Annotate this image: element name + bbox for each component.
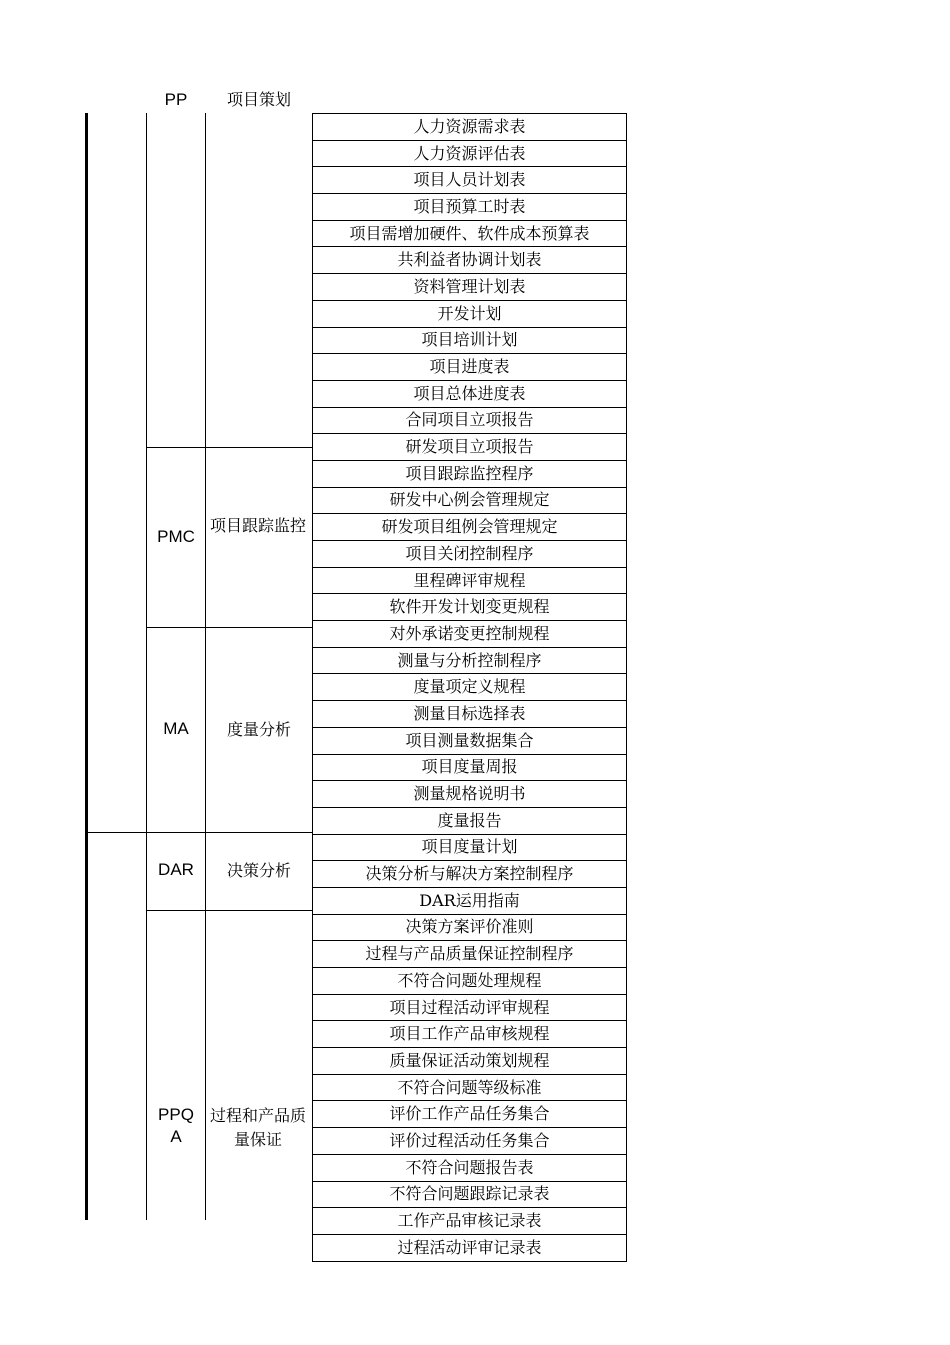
table-row bbox=[313, 887, 627, 914]
document-name-cell: 过程活动评审记录表 bbox=[313, 1234, 627, 1261]
document-name-cell: 项目预算工时表 bbox=[313, 194, 627, 221]
document-name-cell: DAR运用指南 bbox=[313, 887, 627, 914]
document-name-cell: 评价过程活动任务集合 bbox=[313, 1128, 627, 1155]
group-separator bbox=[146, 447, 312, 448]
table-row bbox=[313, 941, 627, 968]
document-name-cell: 项目进度表 bbox=[313, 354, 627, 381]
code-column-border bbox=[146, 113, 147, 1220]
table-row bbox=[313, 300, 627, 327]
table-row bbox=[313, 1154, 627, 1181]
document-name-cell: 项目度量计划 bbox=[313, 834, 627, 861]
document-name-cell: 不符合问题跟踪记录表 bbox=[313, 1181, 627, 1208]
table-row bbox=[313, 460, 627, 487]
document-table bbox=[312, 113, 627, 1262]
header-name: 项目策划 bbox=[226, 90, 291, 109]
document-name-cell: 开发计划 bbox=[313, 300, 627, 327]
document-name-cell: 研发中心例会管理规定 bbox=[313, 487, 627, 514]
document-name-cell: 研发项目组例会管理规定 bbox=[313, 514, 627, 541]
document-name-cell: 质量保证活动策划规程 bbox=[313, 1048, 627, 1075]
table-row bbox=[313, 674, 627, 701]
table-row bbox=[313, 807, 627, 834]
left-thick-border bbox=[85, 113, 88, 1220]
header-code: PP bbox=[164, 90, 188, 109]
table-row bbox=[313, 247, 627, 274]
document-name-cell: 工作产品审核记录表 bbox=[313, 1208, 627, 1235]
document-name-cell: 项目跟踪监控程序 bbox=[313, 460, 627, 487]
document-name-cell: 项目总体进度表 bbox=[313, 380, 627, 407]
group-separator bbox=[146, 627, 312, 628]
table-row bbox=[313, 1128, 627, 1155]
document-name-cell: 项目度量周报 bbox=[313, 754, 627, 781]
table-row bbox=[313, 194, 627, 221]
group-code-ma: MA bbox=[163, 719, 189, 738]
group-code-pmc: PMC bbox=[157, 527, 195, 546]
table-row bbox=[313, 594, 627, 621]
table-row bbox=[313, 274, 627, 301]
document-name-cell: 不符合问题报告表 bbox=[313, 1154, 627, 1181]
document-name-cell: 测量与分析控制程序 bbox=[313, 647, 627, 674]
table-row bbox=[313, 701, 627, 728]
document-name-cell: 软件开发计划变更规程 bbox=[313, 594, 627, 621]
table-row bbox=[313, 861, 627, 888]
group-code-ppqa: PPQA bbox=[158, 1105, 194, 1146]
table-row bbox=[313, 1234, 627, 1261]
table-row bbox=[313, 380, 627, 407]
table-row bbox=[313, 754, 627, 781]
table-row bbox=[313, 1074, 627, 1101]
table-row bbox=[313, 487, 627, 514]
document-name-cell: 项目人员计划表 bbox=[313, 167, 627, 194]
document-name-cell: 资料管理计划表 bbox=[313, 274, 627, 301]
table-row bbox=[313, 1101, 627, 1128]
document-name-cell: 评价工作产品任务集合 bbox=[313, 1101, 627, 1128]
document-name-cell: 度量项定义规程 bbox=[313, 674, 627, 701]
group-name-ma: 度量分析 bbox=[226, 720, 291, 739]
document-name-cell: 人力资源需求表 bbox=[313, 114, 627, 141]
table-row bbox=[313, 1021, 627, 1048]
table-row bbox=[313, 968, 627, 995]
table-row bbox=[313, 167, 627, 194]
table-row bbox=[313, 514, 627, 541]
document-name-cell: 测量规格说明书 bbox=[313, 781, 627, 808]
document-name-cell: 里程碑评审规程 bbox=[313, 567, 627, 594]
table-row bbox=[313, 1181, 627, 1208]
table-row bbox=[313, 434, 627, 461]
group-name-dar: 决策分析 bbox=[226, 861, 291, 880]
table-row bbox=[313, 621, 627, 648]
group-separator bbox=[146, 910, 312, 911]
table-row bbox=[313, 781, 627, 808]
section-divider bbox=[87, 832, 147, 833]
table-row bbox=[313, 140, 627, 167]
table-row bbox=[313, 1048, 627, 1075]
document-name-cell: 过程与产品质量保证控制程序 bbox=[313, 941, 627, 968]
table-row bbox=[313, 541, 627, 568]
document-name-cell: 度量报告 bbox=[313, 807, 627, 834]
table-row bbox=[313, 354, 627, 381]
table-row bbox=[313, 114, 627, 141]
document-name-cell: 合同项目立项报告 bbox=[313, 407, 627, 434]
document-name-cell: 不符合问题处理规程 bbox=[313, 968, 627, 995]
document-name-cell: 项目过程活动评审规程 bbox=[313, 994, 627, 1021]
table-row bbox=[313, 727, 627, 754]
document-name-cell: 不符合问题等级标准 bbox=[313, 1074, 627, 1101]
table-row bbox=[313, 994, 627, 1021]
document-name-cell: 测量目标选择表 bbox=[313, 701, 627, 728]
document-name-cell: 人力资源评估表 bbox=[313, 140, 627, 167]
table-row bbox=[313, 834, 627, 861]
document-name-cell: 对外承诺变更控制规程 bbox=[313, 621, 627, 648]
table-row bbox=[313, 647, 627, 674]
table-row bbox=[313, 1208, 627, 1235]
document-name-cell: 共利益者协调计划表 bbox=[313, 247, 627, 274]
document-name-cell: 研发项目立项报告 bbox=[313, 434, 627, 461]
document-name-cell: 项目培训计划 bbox=[313, 327, 627, 354]
document-name-cell: 决策分析与解决方案控制程序 bbox=[313, 861, 627, 888]
name-column-border bbox=[205, 113, 206, 1220]
document-name-cell: 项目测量数据集合 bbox=[313, 727, 627, 754]
group-name-pmc: 项目跟踪监控 bbox=[209, 516, 306, 535]
group-name-ppqa: 过程和产品质量保证 bbox=[209, 1106, 306, 1149]
group-separator bbox=[146, 832, 312, 833]
table-row bbox=[313, 407, 627, 434]
table-row bbox=[313, 220, 627, 247]
table-row bbox=[313, 327, 627, 354]
document-name-cell: 项目需增加硬件、软件成本预算表 bbox=[313, 220, 627, 247]
document-name-cell: 项目关闭控制程序 bbox=[313, 541, 627, 568]
table-row bbox=[313, 914, 627, 941]
document-name-cell: 决策方案评价准则 bbox=[313, 914, 627, 941]
group-code-dar: DAR bbox=[158, 860, 194, 879]
table-row bbox=[313, 567, 627, 594]
document-name-cell: 项目工作产品审核规程 bbox=[313, 1021, 627, 1048]
